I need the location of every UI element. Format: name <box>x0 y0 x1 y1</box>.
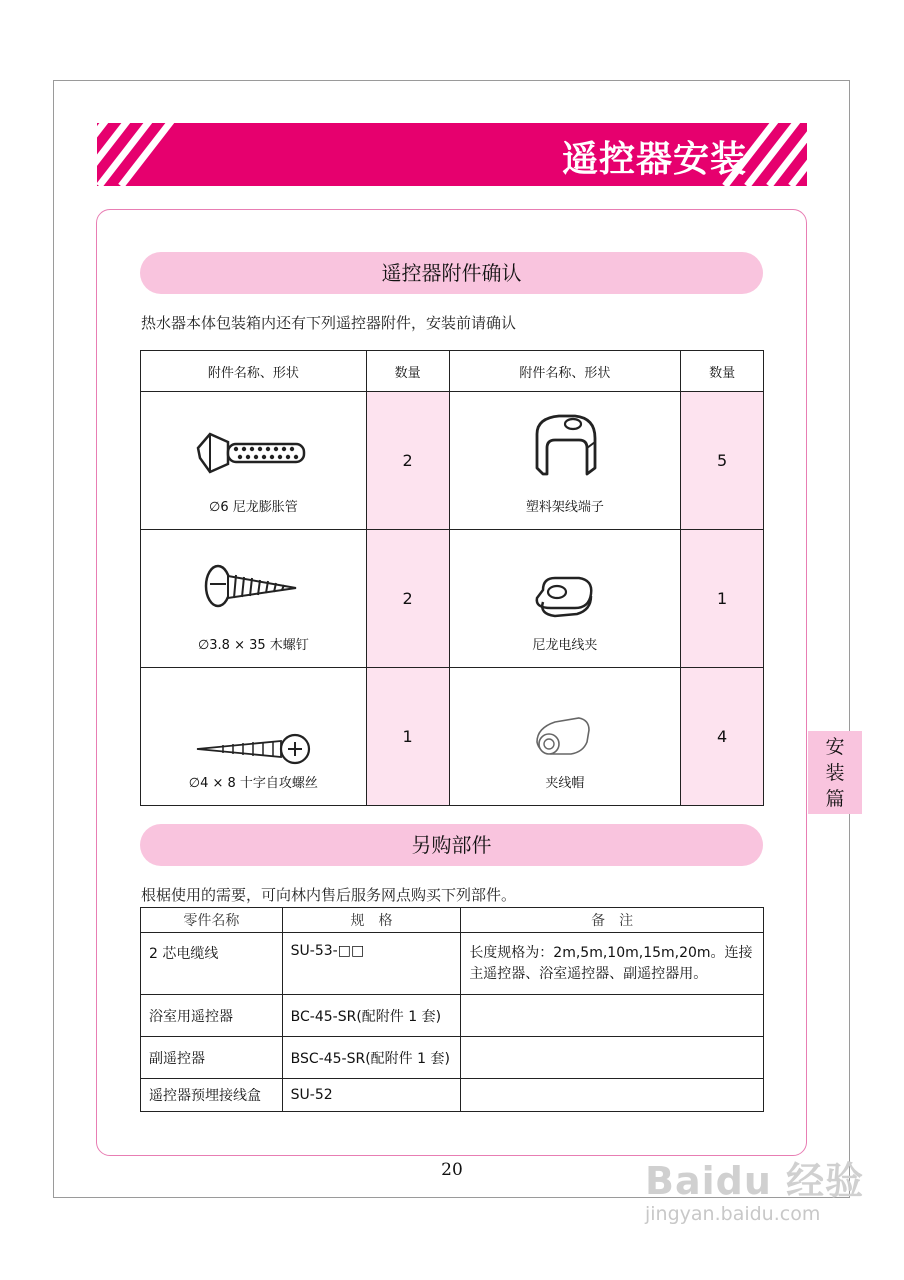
part-note <box>461 1079 764 1112</box>
cable-terminal-icon <box>515 408 615 488</box>
accessory-qty: 4 <box>681 668 764 806</box>
part-spec: BC-45-SR(配附件 1 套) <box>282 995 461 1037</box>
page-title: 遥控器安装 <box>561 139 747 180</box>
accessory-name: ∅6 尼龙膨胀管 <box>209 500 298 515</box>
table-row <box>141 933 764 995</box>
table-header-row <box>141 908 764 933</box>
wire-cap-icon <box>525 708 605 768</box>
side-tab-char: 篇 <box>825 788 845 810</box>
side-tab-char: 安 <box>825 736 845 758</box>
part-name: 2 芯电缆线 <box>141 933 283 995</box>
accessory-cell <box>141 392 367 530</box>
part-note: 长度规格为：2m,5m,10m,15m,20m。连接主遥控器、浴室遥控器、副遥控器用。 <box>461 933 764 995</box>
accessories-table <box>140 350 764 806</box>
accessories-intro: 热水器本体包装箱内还有下列遥控器附件，安装前请确认 <box>141 314 517 332</box>
section-title-optional-parts: 另购部件 <box>140 824 763 866</box>
side-tab <box>808 731 862 814</box>
watermark-url: jingyan.baidu.com <box>645 1203 821 1225</box>
wood-screw-icon <box>198 558 308 618</box>
part-note <box>461 1037 764 1079</box>
accessory-qty: 2 <box>366 530 449 668</box>
column-header: 零件名称 <box>141 908 283 933</box>
page-number: 20 <box>441 1160 463 1180</box>
table-header-row <box>141 351 764 392</box>
watermark <box>645 1150 864 1225</box>
accessory-cell <box>449 392 681 530</box>
accessory-qty: 1 <box>366 668 449 806</box>
accessory-cell <box>449 668 681 806</box>
accessory-cell <box>141 530 367 668</box>
column-header: 数量 <box>366 351 449 392</box>
anchor-plug-icon <box>188 420 318 490</box>
optional-parts-table <box>140 907 764 1112</box>
side-tab-char: 装 <box>825 762 845 784</box>
column-header: 附件名称、形状 <box>141 351 367 392</box>
accessory-name: ∅4 × 8 十字自攻螺丝 <box>188 776 318 791</box>
section-title-accessories: 遥控器附件确认 <box>140 252 763 294</box>
part-name: 浴室用遥控器 <box>141 995 283 1037</box>
part-name: 遥控器预埋接线盒 <box>141 1079 283 1112</box>
title-banner <box>97 123 807 186</box>
column-header: 数量 <box>681 351 764 392</box>
table-row <box>141 392 764 530</box>
column-header: 备 注 <box>461 908 764 933</box>
table-row <box>141 995 764 1037</box>
table-row <box>141 530 764 668</box>
watermark-logo: Baidu 经验 <box>645 1159 865 1203</box>
optional-parts-intro: 根椐使用的需要，可向林内售后服务网点购买下列部件。 <box>141 886 517 904</box>
part-spec: BSC-45-SR(配附件 1 套) <box>282 1037 461 1079</box>
wire-clip-icon <box>525 568 605 628</box>
column-header: 附件名称、形状 <box>449 351 681 392</box>
accessory-name: ∅3.8 × 35 木螺钉 <box>197 638 309 653</box>
table-row <box>141 668 764 806</box>
part-name: 副遥控器 <box>141 1037 283 1079</box>
self-tapping-screw-icon <box>193 723 313 773</box>
accessory-qty: 2 <box>366 392 449 530</box>
part-spec: SU-53-□□ <box>282 933 461 995</box>
accessory-name: 夹线帽 <box>545 776 585 791</box>
accessory-qty: 5 <box>681 392 764 530</box>
accessory-name: 塑料架线端子 <box>525 500 604 515</box>
table-row <box>141 1079 764 1112</box>
part-spec: SU-52 <box>282 1079 461 1112</box>
part-note <box>461 995 764 1037</box>
accessory-qty: 1 <box>681 530 764 668</box>
accessory-cell <box>449 530 681 668</box>
accessory-cell <box>141 668 367 806</box>
accessory-name: 尼龙电线夹 <box>532 638 598 653</box>
column-header: 规 格 <box>282 908 461 933</box>
table-row <box>141 1037 764 1079</box>
